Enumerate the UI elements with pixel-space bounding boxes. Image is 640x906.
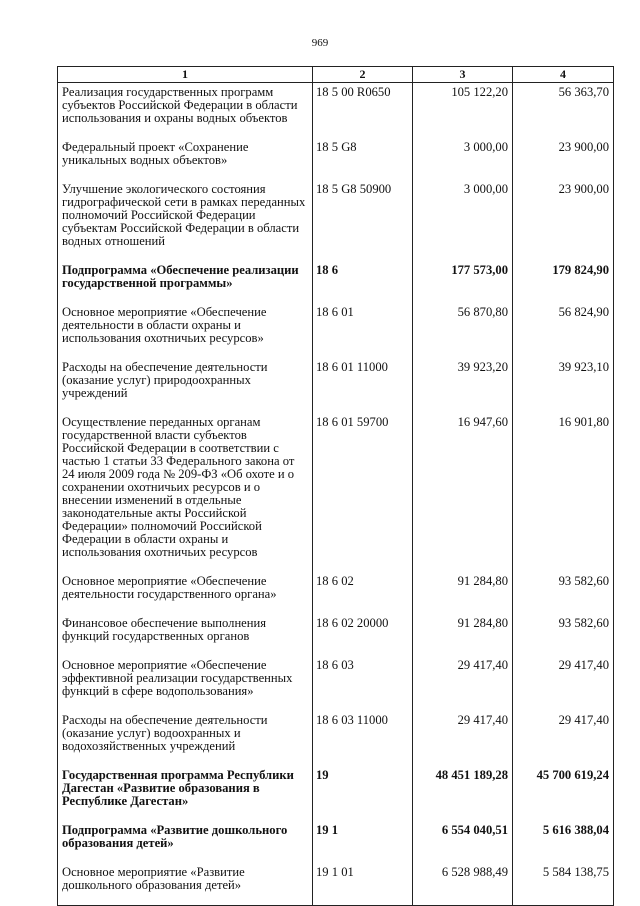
table-row — [58, 766, 614, 821]
row-value-col4: 56 824,90 — [513, 303, 614, 358]
table-row — [58, 261, 614, 303]
row-value-col3: 29 417,40 — [413, 656, 513, 711]
row-name-cell: Основное мероприятие «Развитие дошкольного образования детей» — [58, 863, 313, 906]
row-value-col4: 29 417,40 — [513, 656, 614, 711]
row-code-cell: 18 5 G8 — [313, 138, 413, 180]
column-header-3: 3 — [413, 67, 513, 83]
table-row — [58, 138, 614, 180]
row-code-cell: 19 1 — [313, 821, 413, 863]
row-code-cell: 18 6 03 — [313, 656, 413, 711]
row-value-col3: 177 573,00 — [413, 261, 513, 303]
table-row — [58, 821, 614, 863]
row-value-col3: 56 870,80 — [413, 303, 513, 358]
table-header-row — [58, 67, 614, 83]
row-code-cell: 19 — [313, 766, 413, 821]
row-code-cell: 18 6 03 11000 — [313, 711, 413, 766]
table-row — [58, 303, 614, 358]
row-name-cell: Основное мероприятие «Обеспечение деятельности в области охраны и использования охотничьих ресурсов» — [58, 303, 313, 358]
row-value-col3: 3 000,00 — [413, 138, 513, 180]
row-value-col4: 39 923,10 — [513, 358, 614, 413]
row-value-col3: 39 923,20 — [413, 358, 513, 413]
row-name-cell: Подпрограмма «Развитие дошкольного образования детей» — [58, 821, 313, 863]
column-header-4: 4 — [513, 67, 614, 83]
table-row — [58, 863, 614, 906]
row-value-col4: 5 616 388,04 — [513, 821, 614, 863]
row-value-col4: 16 901,80 — [513, 413, 614, 572]
row-code-cell: 19 1 01 — [313, 863, 413, 906]
row-name-cell: Государственная программа Республики Дагестан «Развитие образования в Республике Дагестан» — [58, 766, 313, 821]
row-value-col4: 179 824,90 — [513, 261, 614, 303]
row-name-cell: Основное мероприятие «Обеспечение деятельности государственного органа» — [58, 572, 313, 614]
row-value-col3: 91 284,80 — [413, 614, 513, 656]
table-row — [58, 614, 614, 656]
row-name-cell: Расходы на обеспечение деятельности (оказание услуг) водоохранных и водохозяйственных учреждений — [58, 711, 313, 766]
row-name-cell: Реализация государственных программ субъектов Российской Федерации в области использования и охраны водных объектов — [58, 83, 313, 139]
row-value-col4: 5 584 138,75 — [513, 863, 614, 906]
page-number: 969 — [311, 37, 329, 49]
row-value-col3: 105 122,20 — [413, 83, 513, 139]
column-header-2: 2 — [313, 67, 413, 83]
row-code-cell: 18 6 — [313, 261, 413, 303]
row-code-cell: 18 6 02 20000 — [313, 614, 413, 656]
table-row — [58, 711, 614, 766]
budget-table — [57, 66, 614, 906]
row-value-col4: 93 582,60 — [513, 614, 614, 656]
row-code-cell: 18 5 G8 50900 — [313, 180, 413, 261]
table-row — [58, 180, 614, 261]
row-value-col3: 6 528 988,49 — [413, 863, 513, 906]
column-header-1: 1 — [58, 67, 313, 83]
row-name-cell: Федеральный проект «Сохранение уникальных водных объектов» — [58, 138, 313, 180]
row-value-col3: 29 417,40 — [413, 711, 513, 766]
table-row — [58, 572, 614, 614]
row-value-col3: 3 000,00 — [413, 180, 513, 261]
row-name-cell: Финансовое обеспечение выполнения функций государственных органов — [58, 614, 313, 656]
row-name-cell: Улучшение экологического состояния гидрографической сети в рамках переданных полномочий Российской Федерации субъектам Российской Федерации в области водных отношений — [58, 180, 313, 261]
row-value-col4: 29 417,40 — [513, 711, 614, 766]
row-value-col4: 23 900,00 — [513, 180, 614, 261]
row-code-cell: 18 6 02 — [313, 572, 413, 614]
row-code-cell: 18 5 00 R0650 — [313, 83, 413, 139]
row-value-col4: 23 900,00 — [513, 138, 614, 180]
row-name-cell: Расходы на обеспечение деятельности (оказание услуг) природоохранных учреждений — [58, 358, 313, 413]
row-name-cell: Основное мероприятие «Обеспечение эффективной реализации государственных функций в сфере водопользования» — [58, 656, 313, 711]
row-code-cell: 18 6 01 59700 — [313, 413, 413, 572]
row-code-cell: 18 6 01 — [313, 303, 413, 358]
row-value-col3: 16 947,60 — [413, 413, 513, 572]
table-row — [58, 413, 614, 572]
row-value-col3: 48 451 189,28 — [413, 766, 513, 821]
row-value-col4: 93 582,60 — [513, 572, 614, 614]
row-name-cell: Подпрограмма «Обеспечение реализации государственной программы» — [58, 261, 313, 303]
row-value-col3: 6 554 040,51 — [413, 821, 513, 863]
row-value-col4: 56 363,70 — [513, 83, 614, 139]
table-row — [58, 656, 614, 711]
table-row — [58, 83, 614, 139]
row-value-col4: 45 700 619,24 — [513, 766, 614, 821]
row-code-cell: 18 6 01 11000 — [313, 358, 413, 413]
row-name-cell: Осуществление переданных органам государственной власти субъектов Российской Федерации в соответствии с частью 1 статьи 33 Федерального закона от 24 июля 2009 года № 209-ФЗ «Об охоте и о сохранении охотничьих ресурсов и о внесении изменений в отдельные законодательные акты Российской Федерации» полномочий Российской Федерации в области охраны и использования охотничьих ресурсов — [58, 413, 313, 572]
table-row — [58, 358, 614, 413]
row-value-col3: 91 284,80 — [413, 572, 513, 614]
